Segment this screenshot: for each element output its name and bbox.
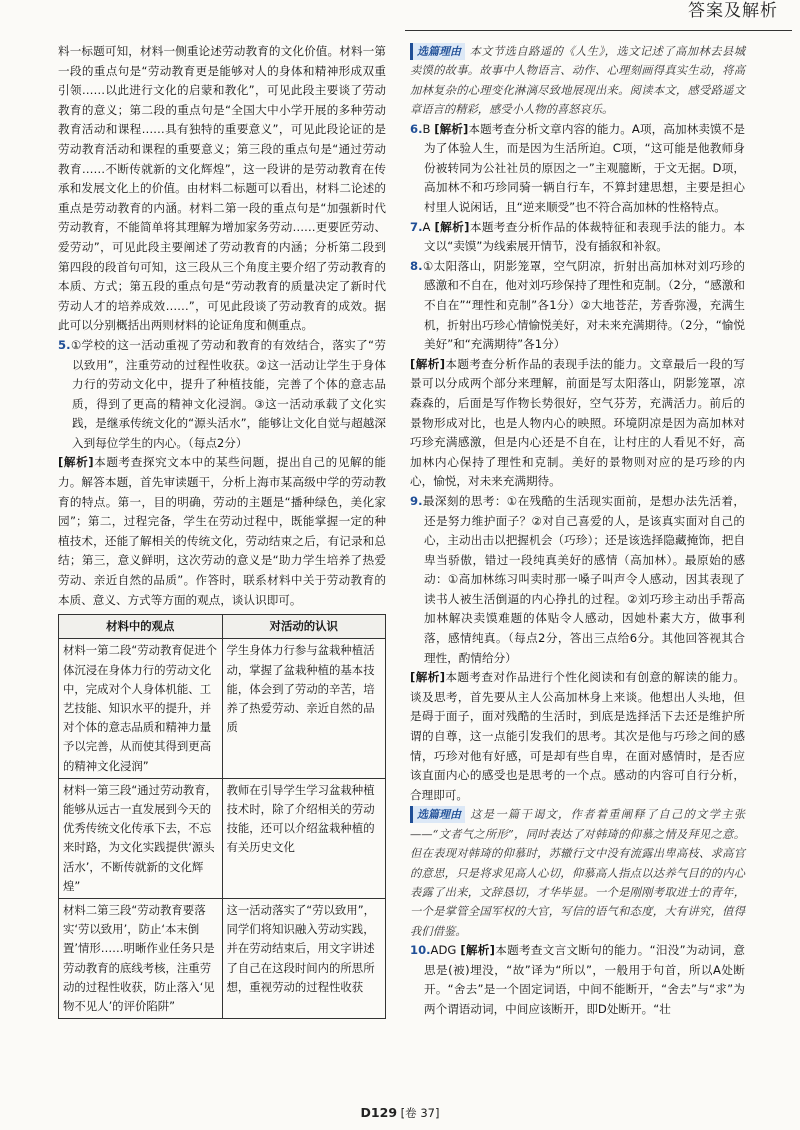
selection-reason-text: 本文节选自路遥的《人生》，选文记述了高加林去县城卖馍的故事。故事中人物语言、动作、心理刻画得真实生动，将高加林复杂的心理变化淋漓尽致地展现出来。阅读本文，感受路遥文章语言的精彩，感受小人物的喜怒哀乐。 — [410, 45, 745, 117]
analysis-text: 本题考查分析作品的表现手法的能力。文章最后一段的写景可以分成两个部分来理解，前面是写太阳落山，阴影笼罩，凉森森的，后面是写作物长势很好，空气芬芳，充满活力。前后的景物形成对比，也是人物内心的映照。环境阴凉是因为高加林对巧珍充满感激，但是内心还是不自在，让村庄的人看见不好，高加林内心保持了理性和克制。美好的景物则对应的是巧珍的内心，愉悦，对未来充满期待。 — [410, 356, 745, 489]
header-divider — [405, 30, 792, 31]
selection-reason-text: 这是一篇干谒文，作者着重阐释了自己的文学主张——“文者气之所形”，同时表达了对韩琦的仰慕之情及拜见之意。但在表现对韩琦的仰慕时，苏辙行文中没有流露出卑高枝、求高官的意思，只是将求见高人心切，仰慕高人指点以达养气目的的内心表露了出来，文辞恳切，才华毕显。一个是刚刚考取进士的青年，一个是掌管全国军权的大官，写信的语气和态度，大有讲究，值得我们借鉴。 — [410, 808, 745, 938]
table-header-row — [59, 615, 386, 639]
table-header: 材料中的观点 — [59, 615, 223, 639]
analysis-label: [解析] — [410, 670, 446, 685]
right-column — [410, 42, 745, 1020]
analysis-label: [解析] — [460, 943, 495, 958]
table-row — [59, 899, 386, 1019]
table-row — [59, 639, 386, 778]
selection-reason-tag: 选篇理由 — [410, 806, 465, 823]
question-5-analysis — [58, 453, 386, 610]
answer-choice: ADG — [430, 943, 457, 958]
page-header-title: 答案及解析 — [688, 1, 778, 21]
question-9-answer — [410, 492, 745, 668]
analysis-text: 本题考查对作品进行个性化阅读和有创意的解读的能力。谈及思考，首先要从主人公高加林身上来谈。他想出人头地，但是碍于面子，面对残酷的生活时，到底是选择活下去还是维护所谓的自尊，这一点能引发我们的思考。其次是他与巧珍之间的感情，巧珍对他有好感，可是却有些自卑，在面对感情时，是否应该直面内心的感受也是思考的一个点。感动的内容可自行分析，合理即可。 — [410, 670, 745, 802]
table-row — [59, 778, 386, 898]
question-5-answer — [58, 336, 386, 454]
question-number: 7. — [410, 219, 423, 234]
question-number: 9. — [410, 493, 423, 508]
answer-text: ①太阳落山，阴影笼罩，空气阴凉，折射出高加林对刘巧珍的感激和不自在，他对刘巧珍保持了理性和克制。（2分，“感激和不自在”“理性和克制”各1分）②大地苍茫，芳香弥漫，充满生机，折射出巧珍心情愉悦美好，对未来充满期待。（2分，“愉悦美好”和“充满期待”各1分） — [422, 258, 745, 352]
selection-reason-tag: 选篇理由 — [410, 43, 465, 60]
selection-reason-2 — [410, 805, 745, 941]
answer-choice: B — [422, 121, 431, 136]
intro-paragraph: 料一标题可知，材料一侧重论述劳动教育的文化价值。材料一第一段的重点句是“劳动教育更是能够对人的身体和精神形成双重引领……以此进行文化的启蒙和教化”，可见此段主要谈了劳动教育的意义；第二段的重点句是“全国大中小学开展的多种劳动教育活动和课程……具有独特的重要意义”，可见此段论证的是劳动教育活动和课程的重要意义；第三段的重点句是“通过劳动教育……不断传就新的文化辉煌”，这一段讲的是劳动教育在传承和发展文化上的价值。由材料二标题可以看出，材料二论述的重点是劳动教育的内涵。材料二第一段的重点句是“加强新时代劳动教育，不能简单将其理解为增加家务劳动……更要匠劳动、爱劳动”，可见此段主要阐述了劳动教育的内涵；分析第二段到第四段的段首句可知，这三段从三个角度主要介绍了劳动教育的本质、方式；第五段的重点句是“劳动教育的质量决定了新时代劳动人才的培养成效……”，可见此段谈了劳动教育的成效。据此可以分别概括出两则材料的论证角度和侧重点。 — [58, 44, 386, 333]
question-number: 5. — [58, 337, 71, 352]
volume-label: [卷 37] — [400, 1106, 440, 1120]
answer-text: ①学校的这一活动重视了劳动和教育的有效结合，落实了“劳以致用”，注重劳动的过程性收获。②这一活动让学生于身体力行的劳动文化中，提升了种植技能，完善了个体的意志品质，得到了更高的精神文化浸润。③这一活动承载了文化实践，是继承传统文化的“源头活水”，能够让文化自觉与超越深入到每位学生的内心。（每点2分） — [70, 337, 386, 450]
table-cell: 教师在引导学生学习盆栽种植技术时，除了介绍相关的劳动技能，还可以介绍盆栽种植的有关历史文化 — [222, 778, 386, 898]
table-cell: 这一活动落实了“劳以致用”，同学们将知识融入劳动实践，并在劳动结束后，用文字讲述了自己在这段时间内的所思所想，重视劳动的过程性收获 — [222, 899, 386, 1019]
question-10 — [410, 941, 745, 1019]
page-footer — [0, 1103, 800, 1124]
table-cell: 材料二第三段“劳动教育要落实‘劳以致用’，防止‘本末倒置’情形……明晰作业任务只是劳动教育的底线考核，注重劳动的过程性收获，防止落入‘见物不见人’的评价陷阱” — [59, 899, 223, 1019]
comparison-table — [58, 614, 386, 1019]
analysis-text: 本题考查探究文本中的某些问题，提出自己的见解的能力。解答本题，首先审读题干，分析上海市某高级中学的劳动教育的特点。第一，目的明确，劳动的主题是“播种绿色，美化家园”；第二，过程完备，学生在劳动过程中，既能掌握一定的种植技术，还能了解相关的传统文化，劳动结束之后，有记录和总结；第三，意义鲜明，这次劳动的意义是“助力学生培养了热爱劳动、亲近自然的品质”。作答时，联系材料中关于劳动教育的本质、意义、方式等方面的观点，谈认识即可。 — [58, 455, 386, 607]
table-cell: 学生身体力行参与盆栽种植活动，掌握了盆栽种植的基本技能，体会到了劳动的辛苦，培养了热爱劳动、亲近自然的品质 — [222, 639, 386, 778]
left-column — [58, 42, 386, 1019]
answer-choice: A — [422, 219, 431, 234]
table-header: 对活动的认识 — [222, 615, 386, 639]
analysis-label: [解析] — [434, 219, 470, 234]
analysis-text: 本题考查分析文章内容的能力。A项，高加林卖馍不是为了体验人生，而是因为生活所迫。C项，“这可能是他教师身份被转同为公社社员的原因之一”主观臆断，于文无据。D项，高加林不和巧珍同骑一辆自行车，不算封建思想，主要是担心村里人说闲话，且“逆来顺受”也不符合高加林的性格特点。 — [424, 121, 746, 214]
question-7 — [410, 218, 745, 257]
question-8-answer — [410, 257, 745, 355]
analysis-label: [解析] — [58, 455, 94, 470]
question-number: 10. — [410, 943, 431, 958]
analysis-text: 本题考查分析作品的体裁特征和表现手法的能力。本文以“卖馍”为线索展开情节，没有插叙和补叙。 — [424, 219, 745, 254]
question-number: 6. — [410, 121, 423, 136]
table-cell: 材料一第三段“通过劳动教育，能够从远古一直发展到今天的优秀传统文化传承下去，不忘来时路，为文化实践提供‘源头活水’，不断传就新的文化辉煌” — [59, 778, 223, 898]
table-cell: 材料一第二段“劳动教育促进个体沉浸在身体力行的劳动文化中，完成对个人身体机能、工艺技能、知识水平的提升，并对个体的意志品质和精神力量予以完善，从而使其得到更高的精神文化浸润” — [59, 639, 223, 778]
page-number: D129 — [360, 1105, 398, 1120]
selection-reason-1 — [410, 42, 745, 120]
question-6 — [410, 120, 745, 218]
question-8-analysis — [410, 355, 745, 492]
question-number: 8. — [410, 258, 423, 273]
answer-text: 最深刻的思考：①在残酷的生活现实面前，是想办法先活着，还是努力维护面子？②对自己喜爱的人，是该真实面对自己的心，主动出击以把握机会（巧珍）；还是该选择隐藏掩饰，把自卑当骄傲，错过一段纯真美好的感情（高加林）。最原始的感动：①高加林练习叫卖时那一嗓子叫声令人感动，因其表现了读书人被生活倒逼的内心挣扎的过程。②刘巧珍主动出手帮高加林解决卖馍难题的体贴令人感动，因她朴素大方，做事利落，感情纯真。（每点2分，答出三点给6分。其他回答视其合理性，酌情给分） — [422, 493, 745, 665]
analysis-label: [解析] — [434, 121, 469, 136]
analysis-label: [解析] — [410, 356, 446, 371]
analysis-text: 本题考查文言文断句的能力。“汨没”为动词，意思是(被)埋没，“故”译为“所以”，一般用于句首，所以A处断开。“舍去”是一个固定词语，中间不能断开，“舍去”与“求”为两个谓语动词，中间应该断开，即D处断开。“壮 — [424, 943, 745, 1017]
question-9-analysis — [410, 668, 745, 805]
